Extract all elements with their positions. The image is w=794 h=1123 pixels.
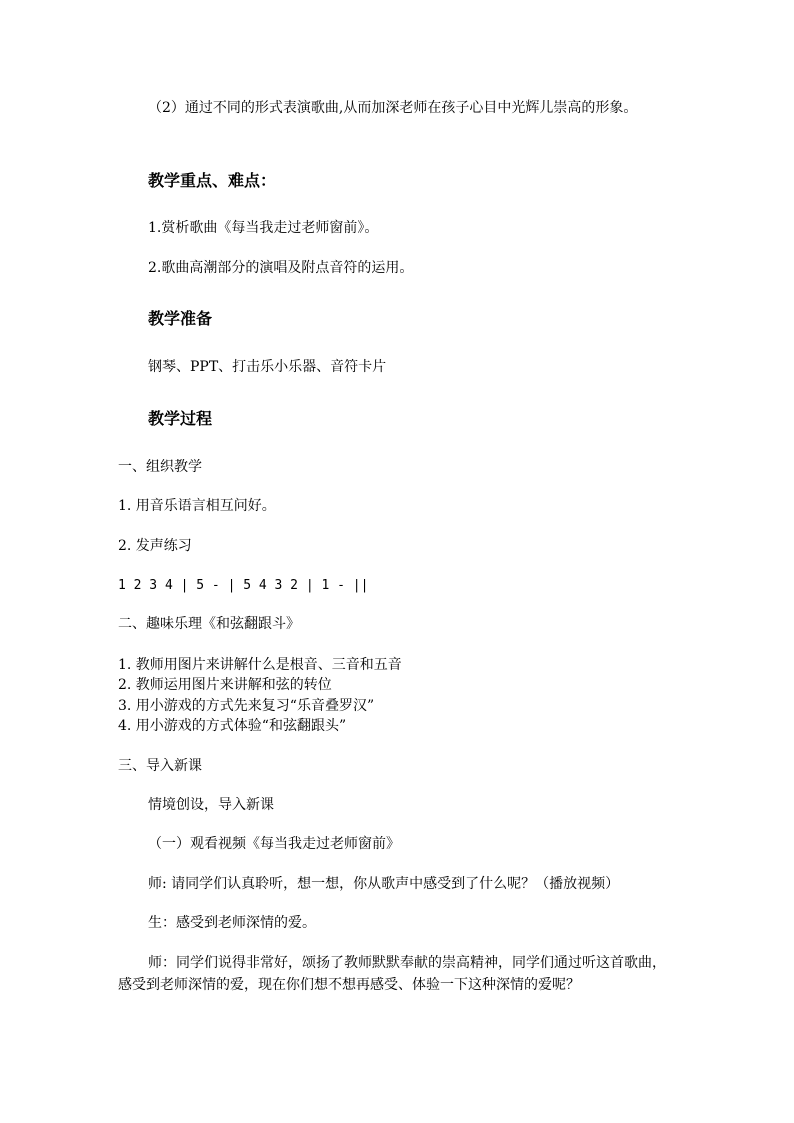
key-point-item: 1.赏析歌曲《每当我走过老师窗前》。: [148, 220, 379, 236]
teacher-question: 师: 请同学们认真聆听，想一想，你从歌声中感受到了什么呢？（播放视频）: [148, 876, 620, 892]
part2-item: 2. 教师运用图片来讲解和弦的转位: [118, 677, 332, 693]
part2-item: 3. 用小游戏的方式先来复习“乐音叠罗汉”: [118, 698, 375, 714]
key-point-item: 2.歌曲高潮部分的演唱及附点音符的运用。: [148, 260, 414, 276]
part1-item: 1. 用音乐语言相互问好。: [118, 498, 276, 514]
preparation-text: 钢琴、PPT、打击乐小乐器、音符卡片: [148, 359, 387, 375]
part1-item: 2. 发声练习: [118, 538, 192, 554]
student-answer: 生：感受到老师深情的爱。: [148, 915, 316, 931]
preparation-heading: 教学准备: [148, 309, 213, 328]
vocal-exercise-notation: 1 2 3 4 | 5 - | 5 4 3 2 | 1 - ||: [118, 578, 369, 593]
teacher-response: 师：同学们说得非常好，颂扬了教师默默奉献的崇高精神，同学们通过听这首歌曲，感受到老师深情的爱，现在你们想不想再感受、体验一下这种深情的爱呢？: [118, 955, 666, 993]
key-points-heading: 教学重点、难点：: [148, 171, 277, 190]
part1-title: 一、组织教学: [118, 459, 202, 475]
part2-title: 二、趣味乐理《和弦翻跟斗》: [118, 616, 300, 632]
part3-sub1: （一）观看视频《每当我走过老师窗前》: [148, 836, 400, 852]
part3-intro: 情境创设，导入新课: [148, 797, 274, 813]
part2-item: 4. 用小游戏的方式体验“和弦翻跟头”: [118, 718, 347, 734]
part2-item: 1. 教师用图片来讲解什么是根音、三音和五音: [118, 657, 402, 673]
objective-2-paragraph: （2）通过不同的形式表演歌曲,从而加深老师在孩子心目中光辉儿崇高的形象。: [148, 100, 638, 116]
part3-title: 三、导入新课: [118, 758, 202, 774]
process-heading: 教学过程: [148, 409, 213, 428]
